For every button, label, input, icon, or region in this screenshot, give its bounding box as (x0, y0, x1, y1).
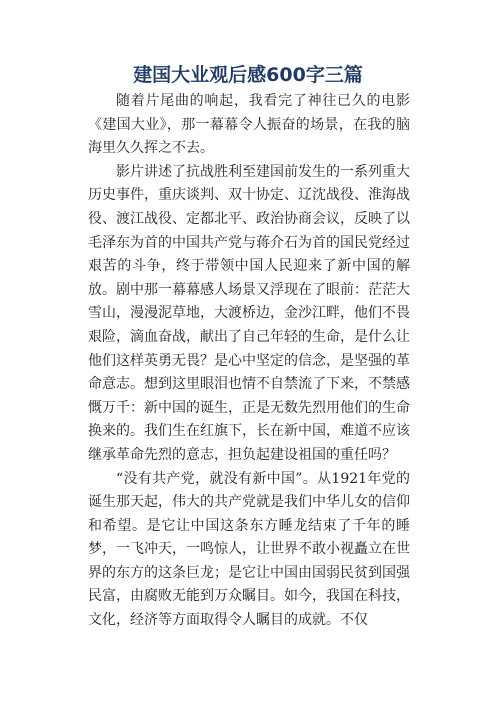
document-title: 建国大业观后感600字三篇 (133, 64, 363, 86)
paragraph-3: “没有共产党，就没有新中国”。从1921年党的诞生那天起，伟大的共产党就是我们中华儿女的信仰和希望。是它让中国这条东方睡龙结束了千年的睡梦，一飞冲天，一鸣惊人，让世界不敢小视矗立在世界的东方的这条巨龙；是它让中国由国弱民贫到国强民富，由腐败无能到万众瞩目。如今，我国在科技，文化，经济等方面取得令人瞩目的成就。不仅 (88, 470, 410, 629)
paragraph-1: 随着片尾曲的响起，我看完了神往已久的电影《建国大业》，那一幕幕令人振奋的场景，在我的脑海里久久挥之不去。 (88, 93, 410, 157)
document-body (88, 90, 410, 633)
paragraph-2: 影片讲述了抗战胜利至建国前发生的一系列重大历史事件，重庆谈判、双十协定、辽沈战役、淮海战役、渡江战役、定都北平、政治协商会议，反映了以毛泽东为首的中国共产党与蒋介石为首的国民党经过艰苦的斗争，终于带领中国人民迎来了新中国的解放。剧中那一幕幕感人场景又浮现在了眼前：茫茫大雪山，漫漫泥草地，大渡桥边，金沙江畔，他们不畏艰险，滴血奋战，献出了自己年轻的生命，是什么让他们这样英勇无畏？是心中坚定的信念，是坚强的革命意志。想到这里眼泪也情不自禁流了下来，不禁感慨万千：新中国的诞生，正是无数先烈用他们的生命换来的。我们生在红旗下，长在新中国，难道不应该继承革命先烈的意志，担负起建设祖国的重任吗？ (88, 163, 410, 463)
